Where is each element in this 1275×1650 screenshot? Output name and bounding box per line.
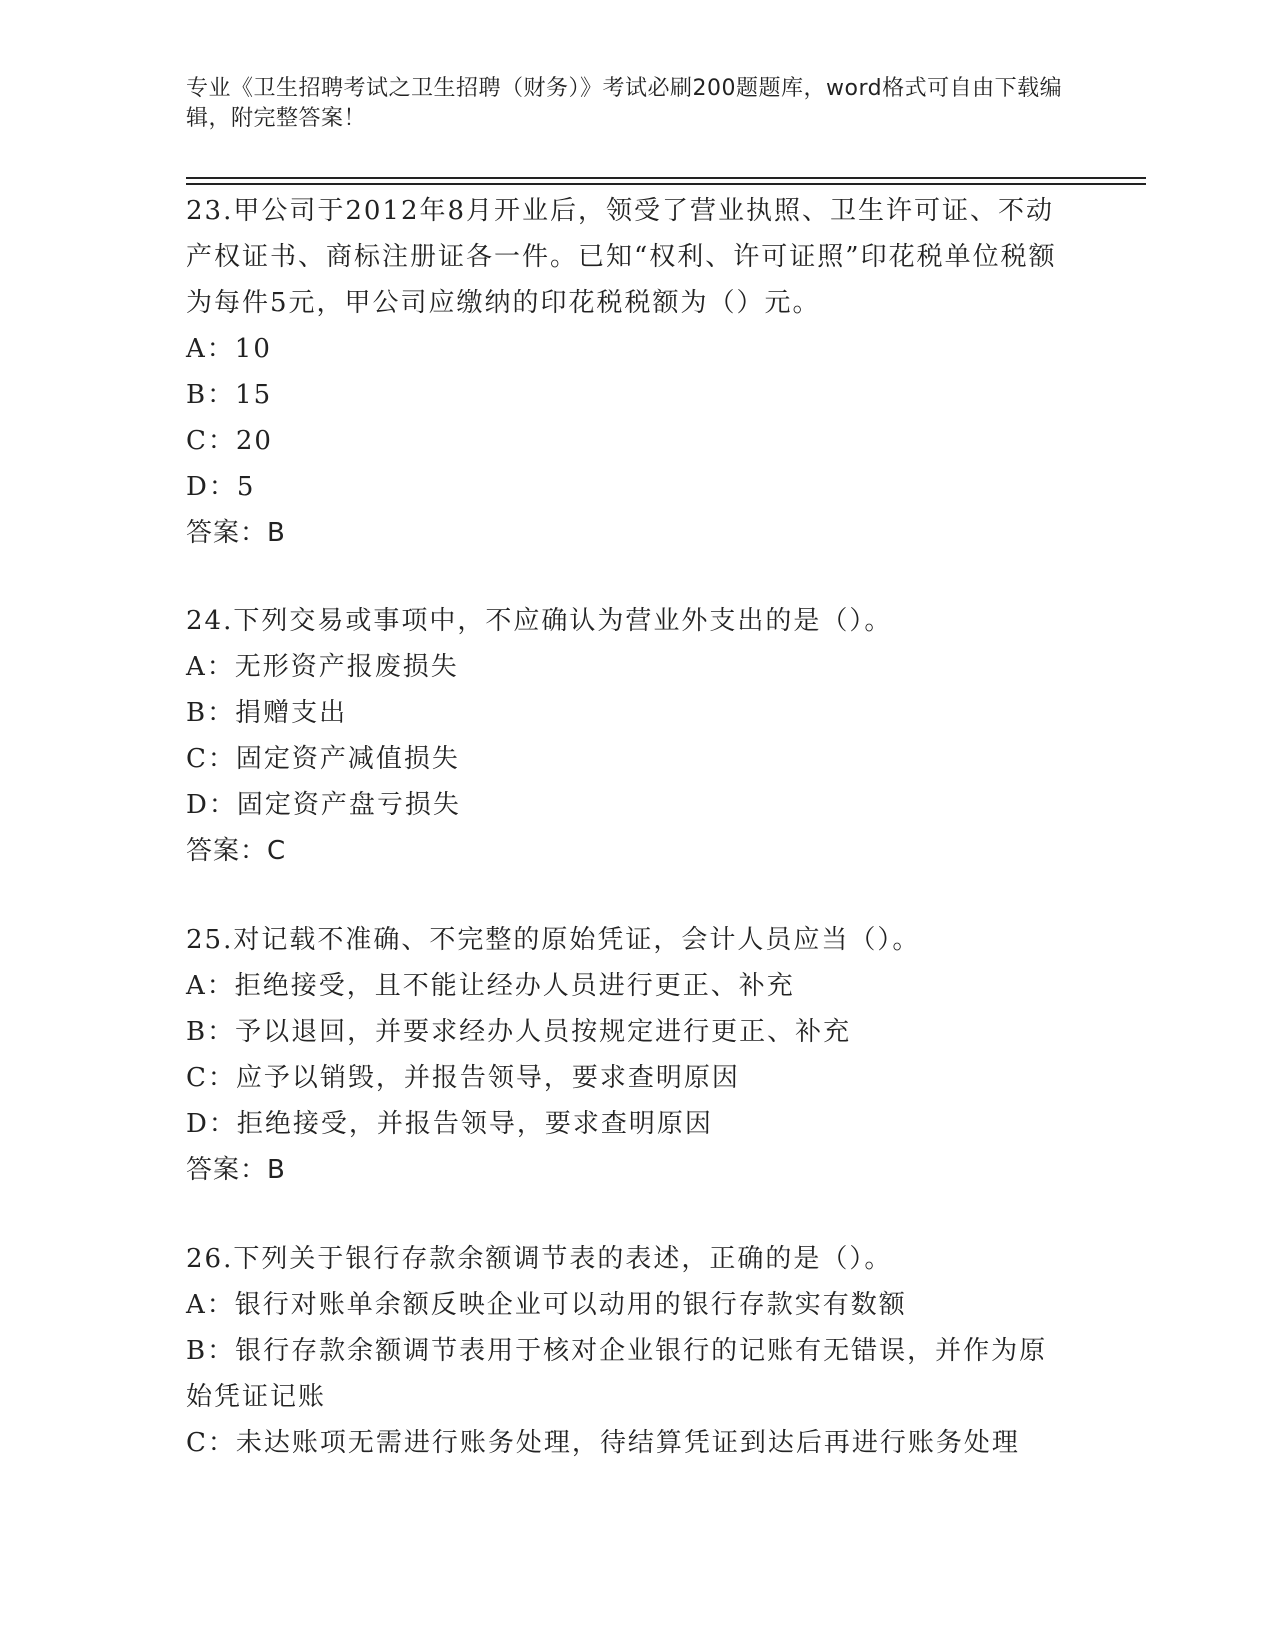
option-c: C：应予以销毁，并报告领导，要求查明原因: [186, 1063, 740, 1093]
option-b: B：15: [186, 380, 273, 410]
option-b: B：予以退回，并要求经办人员按规定进行更正、补充: [186, 1017, 852, 1047]
option-b: B：银行存款余额调节表用于核对企业银行的记账有无错误，并作为原始凭证记账: [186, 1336, 1048, 1412]
option-d: D：固定资产盘亏损失: [186, 790, 461, 820]
document-header: 专业《卫生招聘考试之卫生招聘（财务）》考试必刷200题题库，word格式可自由下载编辑，附完整答案！: [186, 76, 1063, 131]
option-d: D：拒绝接受，并报告领导，要求查明原因: [186, 1109, 713, 1139]
option-a: A：无形资产报废损失: [186, 652, 459, 682]
question-block: [186, 1236, 1066, 1466]
option-a: A：拒绝接受，且不能让经办人员进行更正、补充: [186, 971, 795, 1001]
option-c: C：20: [186, 426, 273, 456]
option-c: C：固定资产减值损失: [186, 744, 460, 774]
question-stem: 23.甲公司于2012年8月开业后，领受了营业执照、卫生许可证、不动产权证书、商标注册证各一件。已知“权利、许可证照”印花税单位税额为每件5元，甲公司应缴纳的印花税税额为（）元。: [186, 196, 1057, 318]
option-a: A：10: [186, 334, 272, 364]
header-divider-line-second: [186, 183, 1146, 185]
question-block: [186, 598, 1066, 874]
header-divider-line: [186, 177, 1146, 179]
question-block: [186, 188, 1066, 556]
option-d: D：5: [186, 472, 256, 502]
option-a: A：银行对账单余额反映企业可以动用的银行存款实有数额: [186, 1290, 907, 1320]
answer-line: 答案：C: [186, 836, 287, 866]
question-stem: 25.对记载不准确、不完整的原始凭证，会计人员应当（）。: [186, 925, 921, 955]
question-block: [186, 917, 1066, 1193]
question-stem: 26.下列关于银行存款余额调节表的表述，正确的是（）。: [186, 1244, 893, 1274]
question-stem: 24.下列交易或事项中，不应确认为营业外支出的是（）。: [186, 606, 893, 636]
option-b: B：捐赠支出: [186, 698, 348, 728]
answer-line: 答案：B: [186, 1155, 286, 1185]
option-c: C：未达账项无需进行账务处理，待结算凭证到达后再进行账务处理: [186, 1428, 1020, 1458]
answer-line: 答案：B: [186, 518, 286, 548]
